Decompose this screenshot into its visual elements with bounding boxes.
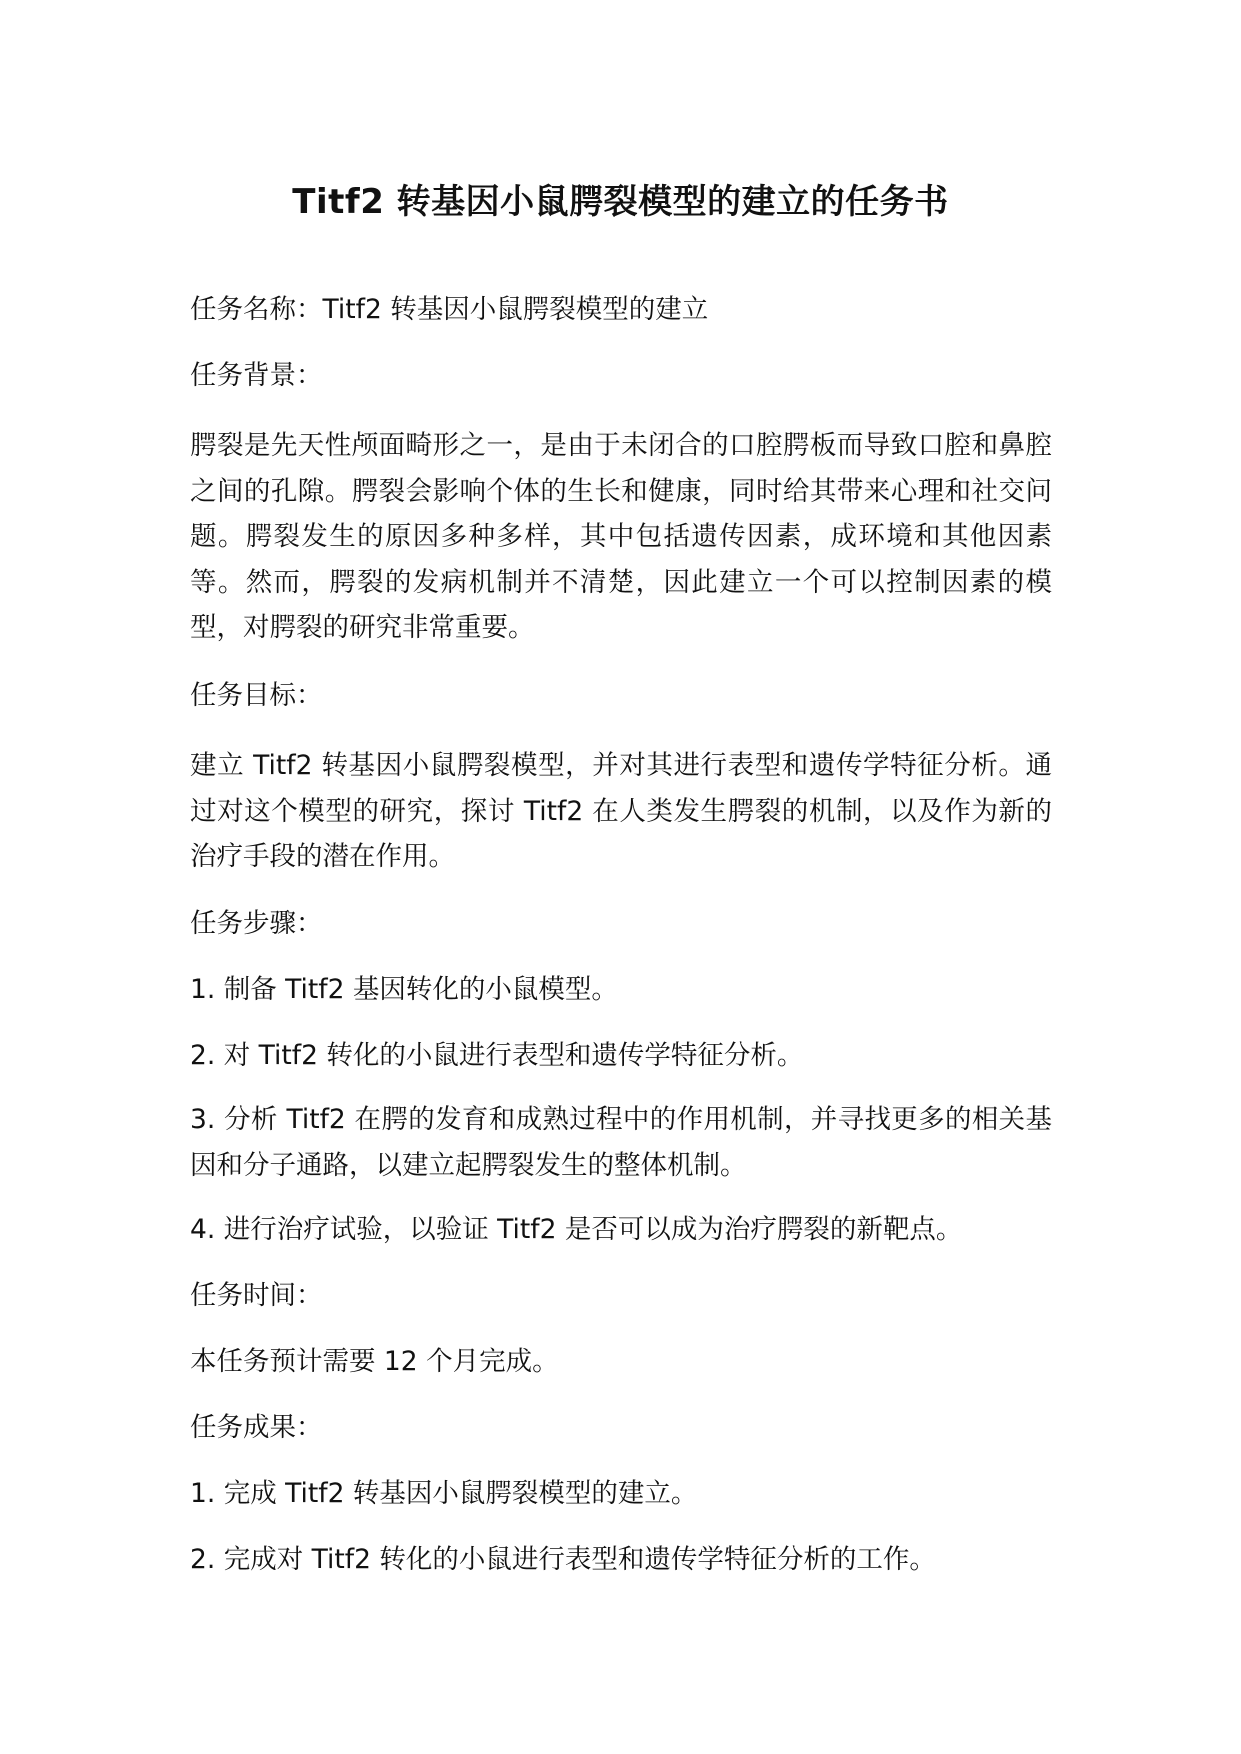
background-heading: 任务背景： xyxy=(190,360,323,391)
step-item: 2. 对 Titf2 转化的小鼠进行表型和遗传学特征分析。 xyxy=(190,1040,804,1071)
time-heading: 任务时间： xyxy=(190,1280,323,1311)
task-name: 任务名称：Titf2 转基因小鼠腭裂模型的建立 xyxy=(190,294,709,325)
goal-heading: 任务目标： xyxy=(190,680,323,711)
time-text: 本任务预计需要 12 个月完成。 xyxy=(190,1346,559,1377)
step-item: 3. 分析 Titf2 在腭的发育和成熟过程中的作用机制，并寻找更多的相关基因和分子通路，以建立起腭裂发生的整体机制。 xyxy=(190,1104,1052,1181)
document-title: Titf2 转基因小鼠腭裂模型的建立的任务书 xyxy=(292,182,949,222)
steps-heading: 任务步骤： xyxy=(190,908,323,939)
results-heading: 任务成果： xyxy=(190,1412,323,1443)
step-item: 4. 进行治疗试验，以验证 Titf2 是否可以成为治疗腭裂的新靶点。 xyxy=(190,1214,963,1245)
result-item: 2. 完成对 Titf2 转化的小鼠进行表型和遗传学特征分析的工作。 xyxy=(190,1544,936,1575)
step-item: 1. 制备 Titf2 基因转化的小鼠模型。 xyxy=(190,974,618,1005)
background-paragraph: 腭裂是先天性颅面畸形之一，是由于未闭合的口腔腭板而导致口腔和鼻腔之间的孔隙。腭裂会影响个体的生长和健康，同时给其带来心理和社交问题。腭裂发生的原因多种多样，其中包括遗传因素，成环境和其他因素等。然而，腭裂的发病机制并不清楚，因此建立一个可以控制因素的模型，对腭裂的研究非常重要。 xyxy=(190,430,1052,643)
result-item: 1. 完成 Titf2 转基因小鼠腭裂模型的建立。 xyxy=(190,1478,698,1509)
goal-paragraph: 建立 Titf2 转基因小鼠腭裂模型，并对其进行表型和遗传学特征分析。通过对这个模型的研究，探讨 Titf2 在人类发生腭裂的机制，以及作为新的治疗手段的潜在作用。 xyxy=(190,750,1052,872)
